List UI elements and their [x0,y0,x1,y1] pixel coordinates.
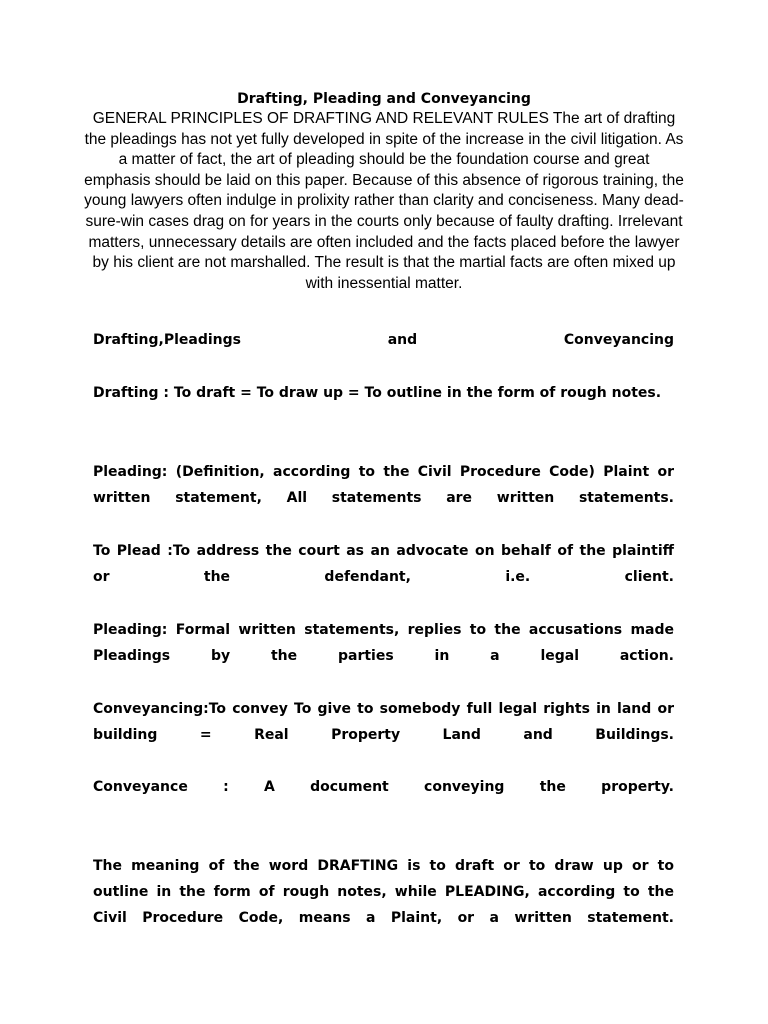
to-plead-definition: To Plead :To address the court as an advocate on behalf of the plaintiff or the defendant, i.e. client. [93,543,674,585]
conveyance-definition: Conveyance : A document conveying the property. [93,779,674,795]
document-title: Drafting, Pleading and Conveyancing [237,91,531,107]
pleading-definition: Pleading: (Definition, according to the Civil Procedure Code) Plaint or written statement, All statements are written statements. [93,464,674,506]
meaning-paragraph: The meaning of the word DRAFTING is to draft or to draw up or to outline in the form of rough notes, while PLEADING, according to the Civil Procedure Code, means a Plaint, or a written statement. [93,858,674,926]
conveyancing-definition: Conveyancing:To convey To give to somebody full legal rights in land or building = Real Property Land and Buildings. [93,701,674,743]
section-heading: Drafting,Pleadings and Conveyancing [93,332,674,348]
drafting-definition: Drafting : To draft = To draw up = To outline in the form of rough notes. [93,385,662,401]
pleading-formal-definition: Pleading: Formal written statements, replies to the accusations made Pleadings by the parties in a legal action. [93,622,674,664]
intro-paragraph: GENERAL PRINCIPLES OF DRAFTING AND RELEVANT RULES The art of drafting the pleadings has not yet fully developed in spite of the increase in the civil litigation. As a matter of fact, the art of pleading should be the foundation course and great emphasis should be laid on this paper. Because of this absence of rigorous training, the young lawyers often indulge in prolixity rather than clarity and conciseness. Many dead-sure-win cases drag on for years in the courts only because of faulty drafting. Irrelevant matters, unnecessary details are often included and the facts placed before the lawyer by his client are not marshalled. The result is that the martial facts are often mixed up with inessential matter. [84,110,684,292]
